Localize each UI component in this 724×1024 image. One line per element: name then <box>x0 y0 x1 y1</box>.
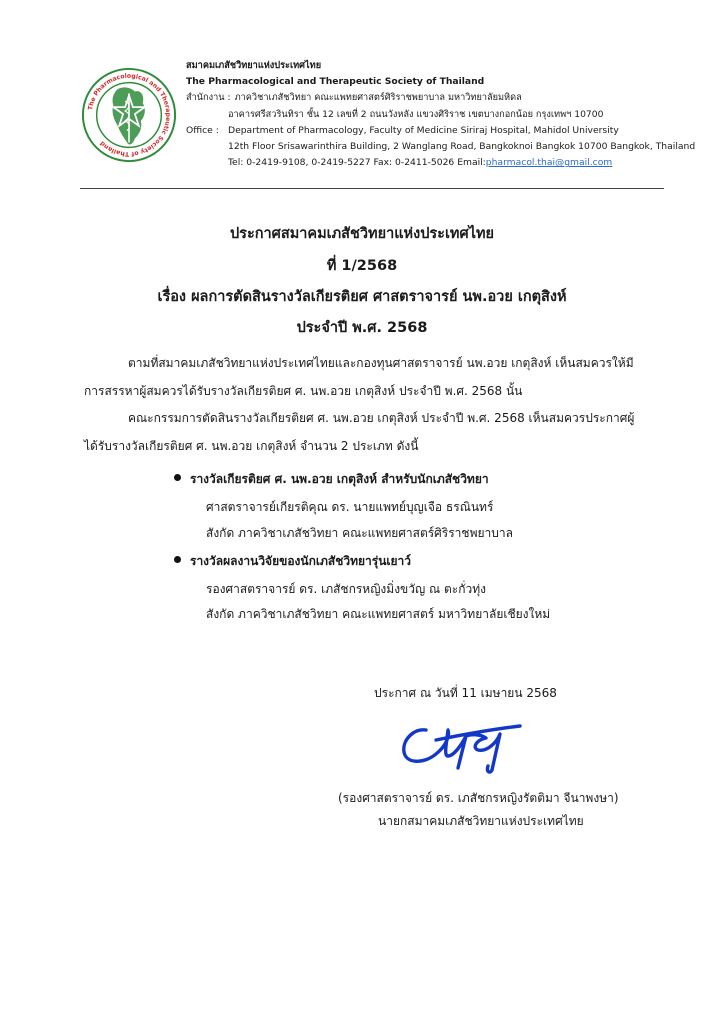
office-label-en: Office : <box>186 124 219 136</box>
paragraph-2-line-1: คณะกรรมการตัดสินรางวัลเกียรติยศ ศ. นพ.อวย เกตุสิงห์ ประจำปี พ.ศ. 2568 เห็นสมควรประกาศผู้ <box>128 411 635 425</box>
paragraph-1-line-2: การสรรหาผู้สมควรได้รับรางวัลเกียรติยศ ศ. นพ.อวย เกตุสิงห์ ประจำปี พ.ศ. 2568 นั้น <box>84 384 523 398</box>
signer-name: (รองศาสตราจารย์ ดร. เภสัชกรหญิงรัตติมา จีนาพงษา) <box>338 791 619 805</box>
bullet-icon <box>174 474 181 481</box>
announcement-year: ประจำปี พ.ศ. 2568 <box>296 320 428 336</box>
award-2-recipient: รองศาสตราจารย์ ดร. เภสัชกรหญิงมิ่งขวัญ ณ ตะกั่วทุ่ง <box>206 582 486 596</box>
logo-ring-text: The Pharmacological and Therapeutic Society of Thailand <box>87 72 172 158</box>
award-1-affiliation: สังกัด ภาควิชาเภสัชวิทยา คณะแพทยศาสตร์ศิริราชพยาบาล <box>206 526 513 540</box>
header-divider <box>80 188 664 189</box>
award-1-heading <box>174 470 489 489</box>
office-address-th-1: ภาควิชาเภสัชวิทยา คณะแพทยศาสตร์ศิริราชพยาบาล มหาวิทยาลัยมหิดล <box>234 92 522 104</box>
bullet-icon <box>174 556 181 563</box>
award-2-heading <box>174 552 411 571</box>
paragraph-1-line-1: ตามที่สมาคมเภสัชวิทยาแห่งประเทศไทยและกองทุนศาสตราจารย์ นพ.อวย เกตุสิงห์ เห็นสมควรให้มี <box>128 356 634 370</box>
signer-title: นายกสมาคมเภสัชวิทยาแห่งประเทศไทย <box>378 814 584 828</box>
office-address-th-2: อาคารศรีสวรินทิรา ชั้น 12 เลขที่ 2 ถนนวังหลัง แขวงศิริราช เขตบางกอกน้อย กรุงเทพฯ 10700 <box>228 108 604 120</box>
org-name-th: สมาคมเภสัชวิทยาแห่งประเทศไทย <box>186 60 322 71</box>
contact-info: Tel: 0-2419-9108, 0-2419-5227 Fax: 0-2411-5026 Email: <box>228 157 486 169</box>
announcement-subject: เรื่อง ผลการตัดสินรางวัลเกียรติยศ ศาสตราจารย์ นพ.อวย เกตุสิงห์ <box>157 289 567 305</box>
announcement-date: ประกาศ ณ วันที่ 11 เมษายน 2568 <box>374 686 557 700</box>
award-2-affiliation: สังกัด ภาควิชาเภสัชวิทยา คณะแพทยศาสตร์ มหาวิทยาลัยเชียงใหม่ <box>206 607 551 621</box>
award-1-heading-text: รางวัลเกียรติยศ ศ. นพ.อวย เกตุสิงห์ สำหรับนักเภสัชวิทยา <box>190 472 489 486</box>
office-address-en-2: 12th Floor Srisawarinthira Building, 2 Wanglang Road, Bangkoknoi Bangkok 10700 Bangkok, Thailand <box>228 141 696 153</box>
award-2-heading-text: รางวัลผลงานวิจัยของนักเภสัชวิทยารุ่นเยาว์ <box>190 554 412 568</box>
email-link[interactable]: pharmacol.thai@gmail.com <box>485 157 613 169</box>
org-name-en: The Pharmacological and Therapeutic Society of Thailand <box>186 76 485 88</box>
office-address-en-1: Department of Pharmacology, Faculty of Medicine Siriraj Hospital, Mahidol University <box>228 124 619 136</box>
award-1-recipient: ศาสตราจารย์เกียรติคุณ ดร. นายแพทย์บุญเจือ ธรณินทร์ <box>206 500 494 514</box>
announcement-number: ที่ 1/2568 <box>326 258 398 274</box>
paragraph-2-line-2: ได้รับรางวัลเกียรติยศ ศ. นพ.อวย เกตุสิงห์ จำนวน 2 ประเภท ดังนี้ <box>84 439 419 453</box>
society-logo <box>80 66 178 164</box>
letterhead <box>186 58 695 171</box>
announcement-title: ประกาศสมาคมเภสัชวิทยาแห่งประเทศไทย <box>229 226 495 242</box>
office-label-th: สำนักงาน : <box>186 92 231 104</box>
signature-image <box>396 716 526 776</box>
